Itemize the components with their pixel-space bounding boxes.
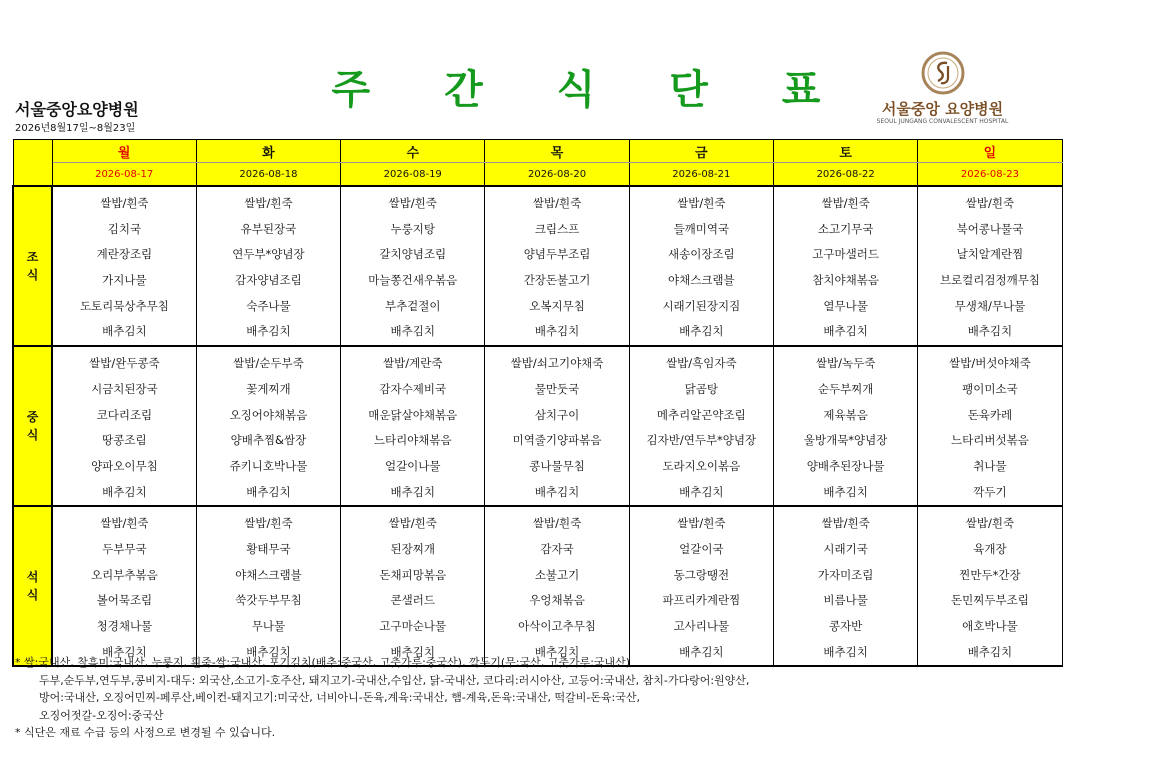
dish-list: [630, 187, 773, 345]
dish-item: 간장돈불고기: [523, 273, 591, 288]
dish-item: 쌀밥/흰죽: [677, 516, 726, 531]
dish-item: 배추김치: [679, 324, 724, 339]
dish-item: 배추김치: [967, 324, 1013, 339]
menu-cell: [629, 186, 773, 346]
weekly-menu-table: [12, 139, 1063, 667]
dish-item: 연두부*양념장: [232, 247, 305, 262]
meal-row: [13, 186, 1062, 346]
dish-list: [53, 507, 196, 665]
dish-item: 쌀밥/흰죽: [532, 516, 582, 531]
dish-item: 야채스크램블: [235, 567, 302, 582]
dish-list: [341, 187, 484, 345]
dish-item: 쌀밥/흰죽: [677, 196, 726, 210]
menu-cell: [52, 506, 196, 666]
dish-item: 쌀밥/버섯야채죽: [949, 356, 1031, 371]
menu-cell: [196, 186, 340, 346]
date-header: 2026-08-17: [52, 163, 196, 187]
dish-item: 쌀밥/흰죽: [965, 196, 1015, 210]
weekday-header: 금: [629, 140, 773, 163]
dish-list: [774, 507, 917, 665]
origin-notes: [15, 654, 1135, 742]
meal-label-char: 석: [26, 570, 39, 585]
dish-item: 코다리조림: [96, 407, 153, 422]
dish-item: 배추김치: [246, 484, 291, 499]
weekday-header-row: [13, 140, 1062, 163]
dish-item: 배추김치: [823, 324, 868, 339]
meal-label-char: 식: [26, 588, 39, 603]
hospital-emblem-icon: [920, 50, 966, 96]
dish-item: 도토리묵상추무침: [79, 298, 169, 313]
dish-item: 쌀밥/흰죽: [388, 196, 437, 210]
dish-item: 배추김치: [534, 484, 580, 499]
menu-cell: [485, 346, 629, 506]
date-header: 2026-08-20: [485, 163, 629, 187]
dish-list: [918, 507, 1061, 665]
dish-item: 돈민찌두부조림: [951, 593, 1029, 608]
dish-list: [53, 347, 196, 505]
menu-cell: [341, 346, 485, 506]
dish-item: 가지나물: [102, 273, 147, 288]
dish-item: 황태무국: [246, 541, 291, 556]
dish-item: 크림스프: [534, 221, 580, 236]
dish-item: 배추김치: [534, 644, 580, 659]
dish-item: 고구마샐러드: [812, 247, 879, 262]
dish-item: 열무나물: [823, 298, 868, 313]
dish-item: 쌀밥/흰죽: [244, 196, 293, 210]
dish-item: 소불고기: [534, 567, 580, 582]
note-line: * 식단은 재료 수급 등의 사정으로 변경될 수 있습니다.: [15, 726, 276, 739]
menu-cell: [196, 346, 340, 506]
dish-list: [197, 187, 340, 345]
menu-cell: [629, 506, 773, 666]
menu-cell: [341, 506, 485, 666]
page-title: 주 간 식 단 표: [331, 67, 851, 113]
dish-list: [918, 187, 1061, 345]
dish-item: 오복지무침: [529, 298, 585, 313]
dish-item: 쌀밥/흰죽: [100, 516, 149, 531]
dish-item: 배추김치: [102, 484, 147, 499]
dish-item: 양파오이무침: [91, 458, 158, 473]
dish-list: [774, 347, 917, 505]
dish-list: [630, 507, 773, 665]
dish-item: 배추김치: [390, 484, 435, 499]
menu-period: 2026년8월17일~8월23일: [15, 123, 136, 134]
dish-item: 새송이장조림: [668, 247, 735, 262]
dish-item: 오징어야채볶음: [229, 407, 308, 422]
weekday-header: 일: [918, 140, 1062, 163]
dish-item: 쌀밥/흰죽: [244, 516, 293, 531]
meal-label-char: 식: [26, 428, 39, 443]
dish-item: 아삭이고추무침: [518, 619, 596, 633]
date-header-row: [13, 163, 1062, 187]
dish-item: 도라지오이볶음: [662, 458, 741, 473]
meal-row: [13, 506, 1062, 666]
meal-label: [13, 506, 52, 666]
dish-item: 양배추찜&쌈장: [230, 433, 307, 448]
dish-item: 된장찌개: [390, 541, 435, 556]
dish-item: 육개장: [973, 541, 1007, 556]
dish-item: 찐만두*간장: [959, 567, 1021, 582]
dish-item: 얼갈이나물: [384, 458, 441, 473]
dish-item: 쌀밥/흰죽: [388, 516, 437, 531]
logo-subtitle: SEOUL JUNGANG CONVALESCENT HOSPITAL: [876, 118, 1009, 125]
dish-item: 야채스크램블: [668, 273, 735, 288]
note-line: 오징어젓갈-오징어:중국산: [39, 708, 164, 722]
dish-item: 누룽지탕: [390, 221, 435, 236]
dish-item: 배추김치: [246, 324, 291, 339]
dish-item: 두부무국: [102, 541, 147, 556]
dish-item: 삼치구이: [534, 407, 580, 422]
dish-item: 콘샐러드: [390, 593, 435, 608]
dish-item: 애호박나물: [962, 619, 1018, 633]
dish-item: 쌀밥/흰죽: [821, 196, 870, 210]
dish-item: 배추김치: [390, 324, 435, 339]
dish-item: 쌀밥/순두부죽: [233, 356, 304, 371]
dish-item: 얼갈이국: [679, 541, 724, 556]
dish-item: 배추김치: [679, 644, 724, 659]
meal-label: [13, 346, 52, 506]
menu-cell: [773, 186, 917, 346]
dish-item: 땅콩조림: [102, 433, 147, 448]
dish-list: [918, 347, 1061, 505]
meal-label-char: 조: [26, 250, 39, 265]
dish-item: 콩나물무침: [529, 458, 585, 473]
dish-list: [53, 187, 196, 345]
dish-item: 닭곰탕: [684, 381, 718, 396]
dish-item: 소고기무국: [817, 221, 874, 236]
dish-item: 날치알계란찜: [956, 247, 1024, 262]
dish-item: 계란장조림: [96, 247, 153, 262]
date-header: 2026-08-23: [918, 163, 1062, 187]
date-header: 2026-08-19: [341, 163, 485, 187]
menu-cell: [52, 186, 196, 346]
dish-list: [197, 507, 340, 665]
dish-item: 배추김치: [823, 644, 868, 659]
dish-item: 시금치된장국: [91, 381, 158, 396]
dish-item: 김치국: [107, 221, 142, 236]
meal-label-char: 중: [26, 410, 39, 425]
dish-item: 콩자반: [828, 619, 863, 633]
meal-row: [13, 346, 1062, 506]
dish-item: 쌀밥/녹두죽: [815, 356, 876, 371]
dish-item: 쌀밥/흰죽: [965, 516, 1015, 531]
dish-item: 배추김치: [534, 324, 580, 339]
dish-item: 느타리버섯볶음: [951, 433, 1029, 448]
dish-item: 매운닭살야채볶음: [368, 407, 458, 422]
weekday-header: 목: [485, 140, 629, 163]
dish-item: 물만둣국: [534, 381, 580, 396]
dish-list: [341, 347, 484, 505]
dish-item: 부추겉절이: [384, 298, 441, 313]
date-header: 2026-08-21: [629, 163, 773, 187]
dish-item: 감자양념조림: [235, 273, 302, 288]
meal-label: [13, 186, 52, 346]
dish-item: 시래기국: [823, 541, 868, 556]
dish-item: 쌀밥/흰죽: [821, 516, 870, 531]
dish-item: 마늘쫑건새우볶음: [368, 273, 458, 288]
dish-item: 북어콩나물국: [956, 221, 1024, 236]
menu-cell: [485, 506, 629, 666]
dish-item: 배추김치: [246, 644, 291, 659]
dish-item: 감자국: [540, 541, 574, 556]
dish-item: 쌀밥/흑임자죽: [666, 356, 737, 371]
dish-item: 배추김치: [102, 324, 147, 339]
dish-item: 양념두부조림: [523, 247, 591, 262]
dish-item: 브로컬리검정깨무침: [939, 273, 1040, 288]
dish-item: 느타리야채볶음: [373, 433, 452, 448]
dish-item: 볼어묵조림: [96, 593, 153, 608]
dish-list: [341, 507, 484, 665]
menu-cell: [773, 346, 917, 506]
menu-cell: [629, 346, 773, 506]
dish-item: 참치야채볶음: [812, 273, 879, 288]
dish-list: [630, 347, 773, 505]
dish-item: 배추김치: [967, 644, 1013, 659]
weekday-header: 토: [773, 140, 917, 163]
hospital-logo: [870, 50, 1030, 130]
dish-list: [774, 187, 917, 345]
dish-item: 배추김치: [390, 644, 435, 659]
dish-item: 배추김치: [679, 484, 724, 499]
dish-item: 감자수제비국: [379, 381, 447, 396]
dish-item: 꽃게찌개: [246, 381, 291, 396]
dish-item: 쌀밥/흰죽: [100, 196, 149, 210]
dish-item: 고사리나물: [673, 619, 730, 633]
dish-item: 양배추된장나물: [806, 458, 885, 473]
dish-item: 유부된장국: [240, 221, 297, 236]
note-line: 방어:국내산, 오징어민찌-페루산,베이컨-돼지고기:미국산, 너비아니-돈육,계육:국내산, 햄-계육,돈육:국내산, 떡갈비-돈육:국산,: [39, 691, 641, 704]
dish-item: 숙주나물: [246, 298, 291, 313]
dish-list: [485, 347, 628, 505]
dish-list: [485, 507, 628, 665]
menu-cell: [773, 506, 917, 666]
dish-item: 쑥갓두부무침: [235, 593, 302, 608]
menu-cell: [52, 346, 196, 506]
menu-cell: [918, 506, 1062, 666]
dish-item: 비름나물: [823, 593, 868, 608]
dish-item: 우엉채볶음: [529, 593, 585, 608]
dish-item: 순두부찌개: [817, 381, 874, 396]
weekday-header: 수: [341, 140, 485, 163]
dish-item: 쥬키니호박나물: [229, 458, 308, 473]
date-header: 2026-08-18: [196, 163, 340, 187]
dish-item: 갈치양념조림: [379, 247, 447, 262]
dish-item: 가자미조림: [817, 567, 874, 582]
dish-item: 쌀밥/흰죽: [532, 196, 582, 210]
menu-cell: [918, 186, 1062, 346]
menu-cell: [485, 186, 629, 346]
dish-item: 쌀밥/쇠고기야채죽: [510, 356, 604, 371]
dish-item: 취나물: [973, 458, 1007, 473]
hospital-name: 서울중앙요양병원: [15, 100, 139, 119]
dish-item: 메추리알곤약조림: [656, 407, 746, 422]
menu-cell: [918, 346, 1062, 506]
dish-list: [197, 347, 340, 505]
dish-item: 시래기된장지짐: [662, 298, 741, 313]
dish-item: 김자반/연두부*양념장: [646, 433, 757, 448]
dish-item: 돈육카레: [967, 407, 1013, 422]
menu-cell: [196, 506, 340, 666]
dish-item: 오리부추볶음: [91, 567, 158, 582]
dish-item: 배추김치: [823, 484, 868, 499]
corner-cell: [13, 140, 52, 187]
weekday-header: 화: [196, 140, 340, 163]
dish-item: 무나물: [251, 619, 286, 633]
dish-item: 무생채/무나물: [954, 298, 1026, 313]
dish-item: 울방개묵*양념장: [803, 433, 888, 448]
dish-list: [485, 187, 628, 345]
dish-item: 배추김치: [102, 644, 147, 659]
dish-item: 동그랑땡전: [673, 567, 730, 582]
logo-name: 서울중앙 요양병원: [881, 100, 1004, 118]
dish-item: 돈채피망볶음: [379, 567, 447, 582]
dish-item: 깍두기: [973, 484, 1007, 499]
dish-item: 제육볶음: [823, 407, 868, 422]
dish-item: 파프리카계란찜: [662, 593, 741, 608]
dish-item: 고구마순나물: [379, 619, 447, 633]
dish-item: 쌀밥/계란죽: [383, 356, 443, 371]
menu-cell: [341, 186, 485, 346]
dish-item: 들깨미역국: [673, 221, 730, 236]
dish-item: 쌀밥/완두콩죽: [89, 356, 160, 371]
meal-label-char: 식: [26, 268, 39, 283]
dish-item: 청경채나물: [96, 619, 153, 633]
dish-item: 미역줄기양파볶음: [512, 433, 602, 448]
weekday-header: 월: [52, 140, 196, 163]
date-header: 2026-08-22: [773, 163, 917, 187]
note-line: * 쌀:국내산, 찰흑미:국내산, 누룽지, 흰죽-쌀:국내산, 포기김치(배추:중국산, 고춧가루:중국산), 깍두기(무:국산, 고춧가루:국내산): [15, 656, 631, 669]
dish-item: 팽이미소국: [962, 381, 1018, 396]
note-line: 두부,순두부,연두부,콩비지-대두: 외국산,소고기-호주산, 돼지고기-국내산,수입산, 닭-국내산, 코다리:러시아산, 고등어:국내산, 참치-가다랑어:원양산,: [39, 673, 750, 687]
